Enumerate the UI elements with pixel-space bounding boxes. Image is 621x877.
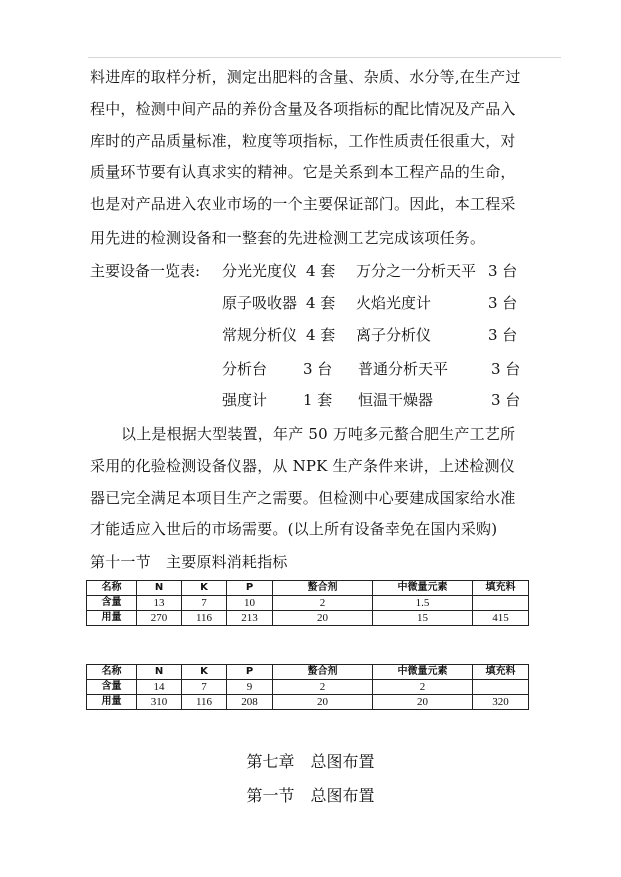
- table-cell: 7: [182, 680, 227, 695]
- table-cell: 7: [182, 596, 227, 611]
- table-cell: 208: [227, 695, 273, 710]
- table-row-label: 用量: [87, 611, 137, 626]
- equipment-name: 强度计: [222, 391, 268, 409]
- table-header-cell: P: [227, 665, 273, 680]
- table-header-cell: 名称: [87, 581, 137, 596]
- table-cell: 1.5: [373, 596, 473, 611]
- equipment-name: 分析台: [222, 360, 268, 378]
- table-row-label: 用量: [87, 695, 137, 710]
- table-cell: 2: [373, 680, 473, 695]
- paragraph-line: 用先进的检测设备和一整套的先进检测工艺完成该项任务。: [90, 229, 486, 247]
- table-cell: 320: [473, 695, 529, 710]
- chapter-title: 第七章 总图布置: [246, 752, 375, 771]
- header-rule: [88, 57, 561, 58]
- equipment-name: 恒温干燥器: [358, 391, 434, 409]
- equipment-name: 火焰光度计: [356, 294, 432, 312]
- table-header-cell: N: [137, 581, 182, 596]
- equipment-name: 普通分析天平: [358, 360, 449, 378]
- table-header-cell: 中微量元素: [373, 581, 473, 596]
- table-header-cell: N: [137, 665, 182, 680]
- equipment-name: 分光光度仪: [222, 262, 298, 280]
- table-cell: 14: [137, 680, 182, 695]
- equipment-name: 常规分析仪: [222, 326, 298, 344]
- equipment-qty: 3 台: [488, 262, 518, 280]
- equipment-qty: 3 台: [491, 391, 521, 409]
- table-cell: 2: [273, 596, 373, 611]
- equipment-qty: 3 台: [491, 360, 521, 378]
- equipment-qty: 3 台: [488, 326, 518, 344]
- equipment-name: 万分之一分析天平: [356, 262, 477, 280]
- paragraph-line: 库时的产品质量标准，粒度等项指标，工作性质责任很重大，对: [90, 132, 516, 150]
- equipment-name: 原子吸收器: [222, 294, 298, 312]
- table-header-cell: 填充料: [473, 665, 529, 680]
- table-header-cell: 中微量元素: [373, 665, 473, 680]
- table-cell: 20: [273, 611, 373, 626]
- table-row: [87, 680, 529, 695]
- consumption-table-2: [86, 664, 529, 710]
- equipment-name: 离子分析仪: [356, 326, 432, 344]
- table-cell: 213: [227, 611, 273, 626]
- equipment-qty: 4 套: [306, 326, 336, 344]
- section-title-2: 第一节 总图布置: [246, 786, 375, 805]
- table-cell: 15: [373, 611, 473, 626]
- table-cell: [473, 596, 529, 611]
- table-row: [87, 596, 529, 611]
- paragraph-line: 器已完全满足本项目生产之需要。但检测中心要建成国家给水准: [90, 489, 516, 507]
- paragraph-line: 质量环节要有认真求实的精神。它是关系到本工程产品的生命，: [90, 163, 516, 181]
- equipment-label: 主要设备一览表:: [90, 262, 201, 280]
- section-title: 第十一节 主要原料消耗指标: [90, 553, 288, 571]
- table-header-row: [87, 581, 529, 596]
- table-row: [87, 611, 529, 626]
- equipment-qty: 4 套: [306, 262, 336, 280]
- equipment-qty: 1 套: [303, 391, 333, 409]
- equipment-qty: 3 台: [488, 294, 518, 312]
- table-cell: 9: [227, 680, 273, 695]
- table-cell: 310: [137, 695, 182, 710]
- paragraph-line: 才能适应入世后的市场需要。(以上所有设备幸免在国内采购): [90, 520, 498, 538]
- paragraph-line: 程中，检测中间产品的养份含量及各项指标的配比情况及产品入: [90, 100, 516, 118]
- paragraph-line: 料进库的取样分析，测定出肥料的含量、杂质、水分等,在生产过: [90, 68, 521, 86]
- equipment-qty: 3 台: [303, 360, 333, 378]
- table-cell: 13: [137, 596, 182, 611]
- table-cell: 415: [473, 611, 529, 626]
- table-header-row: [87, 665, 529, 680]
- table-row-label: 含量: [87, 680, 137, 695]
- table-cell: 116: [182, 695, 227, 710]
- table-header-cell: 螯合剂: [273, 581, 373, 596]
- table-cell: 2: [273, 680, 373, 695]
- table-cell: 116: [182, 611, 227, 626]
- consumption-table-1: [86, 580, 529, 626]
- paragraph-line: 采用的化验检测设备仪器，从 NPK 生产条件来讲，上述检测仪: [90, 457, 515, 475]
- table-header-cell: P: [227, 581, 273, 596]
- paragraph-line: 也是对产品进入农业市场的一个主要保证部门。因此，本工程采: [90, 195, 516, 213]
- paragraph-line: 以上是根据大型装置，年产 50 万吨多元螯合肥生产工艺所: [121, 425, 516, 443]
- table-header-cell: 名称: [87, 665, 137, 680]
- table-header-cell: 螯合剂: [273, 665, 373, 680]
- table-cell: [473, 680, 529, 695]
- table-row-label: 含量: [87, 596, 137, 611]
- equipment-qty: 4 套: [306, 294, 336, 312]
- table-header-cell: K: [182, 665, 227, 680]
- table-cell: 20: [273, 695, 373, 710]
- table-cell: 20: [373, 695, 473, 710]
- table-cell: 10: [227, 596, 273, 611]
- table-header-cell: K: [182, 581, 227, 596]
- table-row: [87, 695, 529, 710]
- table-cell: 270: [137, 611, 182, 626]
- table-header-cell: 填充料: [473, 581, 529, 596]
